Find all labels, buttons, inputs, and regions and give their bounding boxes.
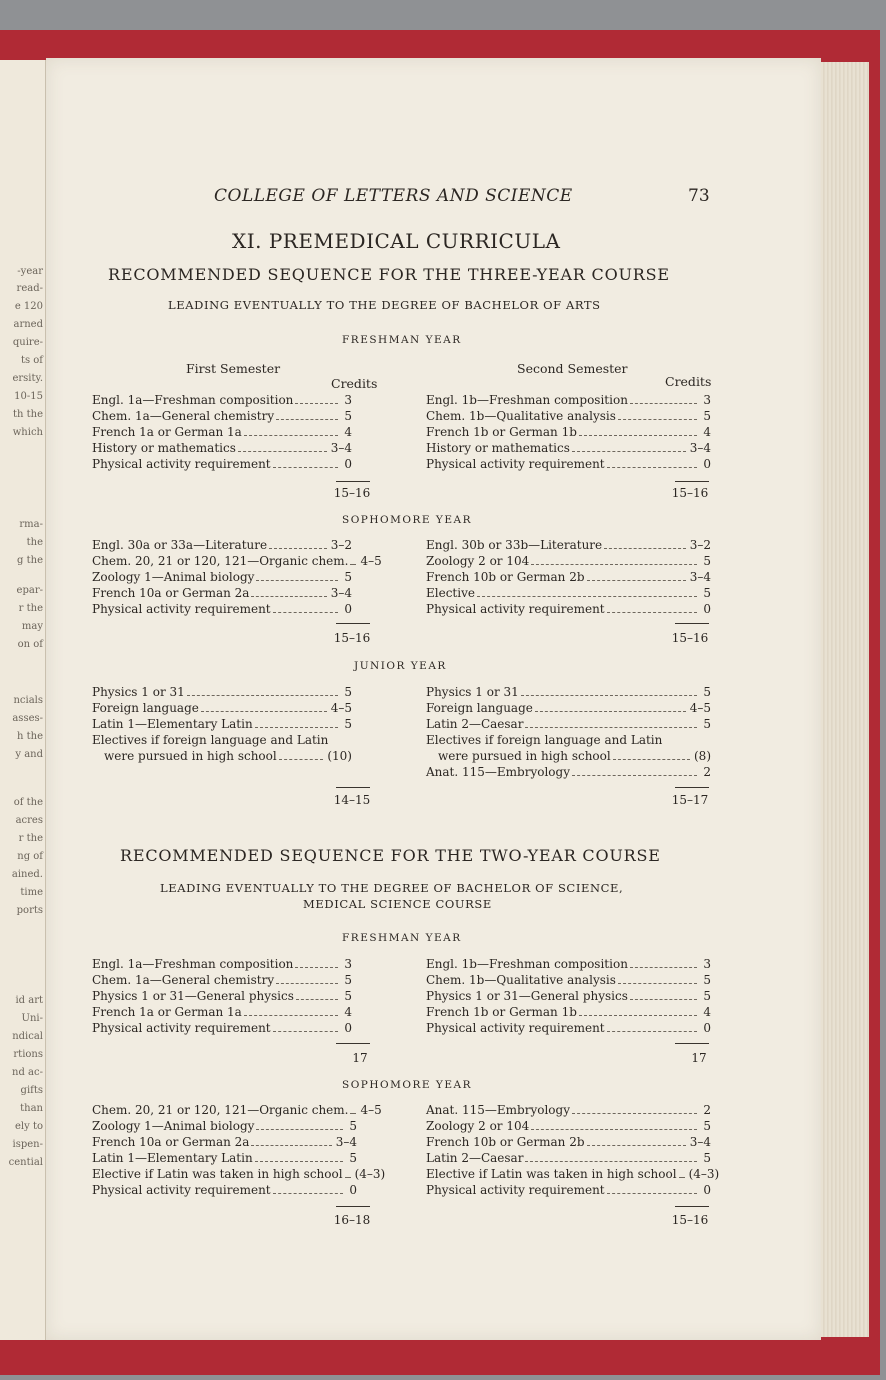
course-name: Elective if Latin was taken in high school [426,1167,677,1181]
course-credits: 5 [703,586,711,600]
course-row [426,1182,711,1198]
dot-leader [256,1129,343,1130]
course-credits: 0 [703,1021,711,1035]
margin-text-fragment: cential [8,1157,43,1168]
course-name: Anat. 115—Embryology [426,765,570,779]
course-row [426,1118,711,1134]
dot-leader [273,1193,343,1194]
dot-leader [604,548,686,549]
dot-leader [295,403,338,404]
margin-text-fragment: ng of [17,851,43,862]
total-credits: 15–16 [671,486,709,500]
course-credits: 3 [344,957,352,971]
course-credits: 0 [344,1021,352,1035]
course-name: Physical activity requirement [426,1183,605,1197]
two-year-heading: RECOMMENDED SEQUENCE FOR THE TWO-YEAR COURSE [120,846,661,865]
margin-text-fragment: on of [17,639,43,650]
course-row [426,585,711,601]
course-name: Engl. 30a or 33a—Literature [92,538,268,552]
second-semester-label: Second Semester [517,361,628,376]
course-credits: 3–2 [689,538,711,552]
margin-text-fragment: gifts [20,1085,43,1096]
dot-leader [350,1113,356,1114]
course-name: Physical activity requirement [92,602,271,616]
margin-text-fragment: rtions [13,1049,43,1060]
dot-leader [251,1145,331,1146]
dot-leader [572,451,686,452]
dot-leader [296,999,338,1000]
course-row [426,1102,711,1118]
sum-rule [675,623,709,624]
course-credits: 5 [703,685,711,699]
course-name: Latin 2—Caesar [426,1151,524,1165]
dot-leader [525,1161,697,1162]
course-list-first-semester [92,956,352,1036]
dot-leader [477,596,697,597]
course-row [92,601,352,617]
course-name: Elective if Latin was taken in high school [92,1167,343,1181]
margin-text-fragment: nd ac- [12,1067,43,1078]
course-row [426,988,711,1004]
course-list-second-semester [426,537,711,617]
total-credits: 16–18 [333,1213,371,1227]
course-row [426,764,711,780]
course-name: Chem. 20, 21 or 120, 121—Organic chem. [92,554,349,568]
course-name: French 10b or German 2b [426,570,585,584]
margin-text-fragment: r the [18,833,43,844]
course-name: were pursued in high school [104,749,277,763]
course-credits: (8) [694,749,711,763]
dot-leader [630,403,697,404]
course-row [426,537,711,553]
course-credits: 5 [703,1119,711,1133]
course-name: Engl. 1b—Freshman composition [426,393,628,407]
course-credits: 3 [344,393,352,407]
course-row [426,1150,711,1166]
two-year-subheading: LEADING EVENTUALLY TO THE DEGREE OF BACHELOR OF SCIENCE, [160,881,624,895]
margin-text-fragment: acres [15,815,43,826]
course-name: Chem. 1b—Qualitative analysis [426,973,616,987]
course-credits: 5 [703,554,711,568]
three-year-heading: RECOMMENDED SEQUENCE FOR THE THREE-YEAR COURSE [108,265,670,284]
margin-text-fragment: ports [16,905,43,916]
dot-leader [618,983,697,984]
course-row [92,972,352,988]
margin-text-fragment: the [26,537,43,548]
course-credits: 5 [344,409,352,423]
course-row [92,585,352,601]
course-row [92,456,352,472]
course-credits: 0 [703,457,711,471]
sum-rule [336,481,370,482]
course-credits: 3–4 [335,1135,357,1149]
total-credits: 17 [352,1051,368,1065]
course-credits: 5 [703,973,711,987]
course-row [426,956,711,972]
book-page [46,58,821,1340]
three-year-subheading: LEADING EVENTUALLY TO THE DEGREE OF BACHELOR OF ARTS [168,298,601,312]
margin-text-fragment: of the [13,797,43,808]
dot-leader [587,580,686,581]
dot-leader [607,1031,697,1032]
course-list-first-semester [92,537,382,617]
sophomore-year-label: SOPHOMORE YEAR [342,514,472,526]
course-row [426,1004,711,1020]
course-credits: 3 [703,957,711,971]
course-credits: 5 [349,1119,357,1133]
course-row [426,684,711,700]
course-row [92,392,352,408]
dot-leader [255,727,338,728]
course-credits: 0 [344,602,352,616]
margin-text-fragment: ndical [12,1031,43,1042]
course-name: Zoology 1—Animal biology [92,1119,255,1133]
total-credits: 15–16 [671,1213,709,1227]
freshman-year-label: FRESHMAN YEAR [342,932,462,944]
course-credits: 5 [344,717,352,731]
course-row [92,1102,382,1118]
margin-text-fragment: ersity. [12,373,43,384]
dot-leader [201,711,327,712]
course-row [426,424,711,440]
course-credits: 5 [703,989,711,1003]
course-row [92,440,352,456]
course-credits: 4 [703,425,711,439]
margin-text-fragment: y and [15,749,43,760]
margin-text-fragment: Uni- [21,1013,43,1024]
course-credits: 5 [703,717,711,731]
course-row [92,956,352,972]
margin-text-fragment: epar- [16,585,43,596]
course-row [92,1118,357,1134]
dot-leader [350,564,356,565]
left-page-edge [0,60,46,1340]
course-name: Foreign language [426,701,533,715]
course-credits: 4–5 [330,701,352,715]
course-row [426,972,711,988]
margin-text-fragment: g the [17,555,43,566]
dot-leader [244,435,338,436]
dot-leader [630,999,697,1000]
course-row [92,700,352,716]
course-credits: 4–5 [360,1103,382,1117]
course-row [92,716,352,732]
course-credits: 4 [344,1005,352,1019]
course-credits: 4 [344,425,352,439]
margin-text-fragment: e 120 [14,301,43,312]
course-row [426,1020,711,1036]
margin-text-fragment: than [20,1103,43,1114]
freshman-year-label: FRESHMAN YEAR [342,334,462,346]
course-credits: 5 [344,973,352,987]
junior-year-label: JUNIOR YEAR [354,660,447,672]
course-credits: 3–4 [689,441,711,455]
course-row [92,1020,352,1036]
course-name: French 1b or German 1b [426,425,577,439]
course-name: Engl. 30b or 33b—Literature [426,538,603,552]
dot-leader [572,775,697,776]
dot-leader [613,759,690,760]
margin-text-fragment: quire- [12,337,43,348]
course-row [92,1134,357,1150]
course-credits: (10) [327,749,352,763]
course-name: Zoology 2 or 104 [426,554,530,568]
course-list-first-semester [92,392,352,472]
course-name: Latin 1—Elementary Latin [92,717,253,731]
course-name: Physical activity requirement [92,1021,271,1035]
course-name: French 1b or German 1b [426,1005,577,1019]
course-row [426,408,711,424]
dot-leader [630,967,697,968]
course-credits: 3–4 [330,586,352,600]
course-list-second-semester [426,956,711,1036]
page-block-edge [821,62,869,1337]
course-row [426,1134,711,1150]
sum-rule [336,1206,370,1207]
page-title: XI. PREMEDICAL CURRICULA [232,229,561,253]
margin-text-fragment: asses- [12,713,43,724]
margin-text-fragment: ts of [20,355,43,366]
course-credits: 3–2 [330,538,352,552]
course-row [426,732,711,748]
course-credits: 2 [703,1103,711,1117]
course-list-second-semester [426,684,711,780]
margin-text-fragment: which [12,427,43,438]
first-semester-label: First Semester [186,361,281,376]
dot-leader [607,612,697,613]
dot-leader [607,467,697,468]
sum-rule [336,623,370,624]
course-name: French 10b or German 2b [426,1135,585,1149]
dot-leader [276,983,338,984]
course-credits: 0 [344,457,352,471]
dot-leader [273,467,338,468]
dot-leader [273,612,338,613]
total-credits: 15–16 [333,486,371,500]
dot-leader [269,548,327,549]
dot-leader [255,1161,343,1162]
course-name: Physics 1 or 31—General physics [426,989,628,1003]
dot-leader [345,1177,351,1178]
dot-leader [521,695,697,696]
margin-text-fragment: ncials [13,695,43,706]
dot-leader [618,419,697,420]
dot-leader [531,564,697,565]
margin-text-fragment: time [20,887,43,898]
course-list-second-semester [426,392,711,472]
dot-leader [679,1177,685,1178]
course-row [426,392,711,408]
dot-leader [607,1193,697,1194]
margin-text-fragment: ispen- [12,1139,43,1150]
course-credits: 4–5 [360,554,382,568]
course-list-first-semester [92,1102,386,1198]
total-credits: 17 [691,1051,707,1065]
margin-text-fragment: rma- [19,519,43,530]
dot-leader [276,419,338,420]
page-number: 73 [688,186,710,206]
course-name: Physical activity requirement [426,457,605,471]
course-credits: 5 [703,409,711,423]
course-name: Elective [426,586,475,600]
margin-text-fragment: 10-15 [14,391,43,402]
sum-rule [675,1206,709,1207]
margin-text-fragment: arned [13,319,43,330]
margin-text-fragment: read- [16,283,43,294]
margin-text-fragment: may [21,621,43,632]
course-row [92,553,382,569]
dot-leader [251,596,326,597]
two-year-subheading: MEDICAL SCIENCE COURSE [303,897,492,911]
dot-leader [579,435,697,436]
course-credits: 5 [703,1151,711,1165]
course-credits: 2 [703,765,711,779]
dot-leader [273,1031,338,1032]
credits-label: Credits [331,376,378,391]
course-name: History or mathematics [426,441,570,455]
course-name: Electives if foreign language and Latin [426,733,663,747]
course-credits: 0 [703,1183,711,1197]
course-name: Latin 1—Elementary Latin [92,1151,253,1165]
course-name: Engl. 1a—Freshman composition [92,957,294,971]
course-name: Engl. 1a—Freshman composition [92,393,294,407]
course-credits: (4–3) [354,1167,386,1181]
dot-leader [531,1129,697,1130]
margin-text-fragment: th the [12,409,43,420]
course-list-second-semester [426,1102,720,1198]
course-name: Foreign language [92,701,199,715]
course-name: Engl. 1b—Freshman composition [426,957,628,971]
course-row [92,408,352,424]
sum-rule [675,1043,709,1044]
course-name: Physics 1 or 31—General physics [92,989,294,1003]
course-row [92,988,352,1004]
course-credits: 5 [344,989,352,1003]
sum-rule [675,787,709,788]
credits-label: Credits [665,374,712,389]
margin-text-fragment: ained. [11,869,43,880]
course-name: Chem. 1a—General chemistry [92,973,275,987]
running-head: COLLEGE OF LETTERS AND SCIENCE [214,186,573,206]
course-name: Physical activity requirement [426,1021,605,1035]
margin-text-fragment: r the [18,603,43,614]
course-name: Electives if foreign language and Latin [92,733,329,747]
course-name: History or mathematics [92,441,236,455]
course-name: Physics 1 or 31 [92,685,185,699]
course-name: Physics 1 or 31 [426,685,519,699]
dot-leader [238,451,327,452]
dot-leader [295,967,338,968]
course-row [92,537,352,553]
course-name: Zoology 1—Animal biology [92,570,255,584]
course-credits: 4 [703,1005,711,1019]
margin-text-fragment: ely to [15,1121,43,1132]
sum-rule [336,1043,370,1044]
course-row [426,716,711,732]
course-row [92,1004,352,1020]
dot-leader [279,759,324,760]
course-name: Physical activity requirement [426,602,605,616]
dot-leader [525,727,697,728]
dot-leader [244,1015,338,1016]
course-credits: 5 [344,570,352,584]
course-credits: 3–4 [330,441,352,455]
course-credits: 0 [349,1183,357,1197]
course-name: Latin 2—Caesar [426,717,524,731]
course-row [92,424,352,440]
course-name: Physical activity requirement [92,457,271,471]
course-name: French 10a or German 2a [92,586,250,600]
course-row [92,1150,357,1166]
course-name: Chem. 20, 21 or 120, 121—Organic chem. [92,1103,349,1117]
course-row [92,748,352,764]
course-credits: 5 [344,685,352,699]
course-row [426,1166,720,1182]
course-row [92,732,352,748]
sum-rule [675,481,709,482]
margin-text-fragment: h the [17,731,43,742]
course-name: were pursued in high school [438,749,611,763]
total-credits: 15–16 [671,631,709,645]
course-row [92,684,352,700]
course-credits: 5 [349,1151,357,1165]
course-row [426,440,711,456]
course-row [426,569,711,585]
dot-leader [587,1145,686,1146]
course-row [426,700,711,716]
dot-leader [535,711,686,712]
course-row [426,748,711,764]
margin-text-fragment: -year [17,266,43,277]
course-name: French 1a or German 1a [92,425,242,439]
course-credits: 3 [703,393,711,407]
dot-leader [256,580,338,581]
course-name: Anat. 115—Embryology [426,1103,570,1117]
total-credits: 15–16 [333,631,371,645]
course-name: Zoology 2 or 104 [426,1119,530,1133]
course-credits: 3–4 [689,570,711,584]
course-name: Physical activity requirement [92,1183,271,1197]
sophomore-year-label: SOPHOMORE YEAR [342,1079,472,1091]
dot-leader [187,695,338,696]
course-credits: (4–3) [688,1167,720,1181]
course-row [426,456,711,472]
course-row [426,601,711,617]
course-credits: 3–4 [689,1135,711,1149]
course-name: Chem. 1b—Qualitative analysis [426,409,616,423]
course-name: French 1a or German 1a [92,1005,242,1019]
course-name: French 10a or German 2a [92,1135,250,1149]
dot-leader [579,1015,697,1016]
course-list-first-semester [92,684,352,764]
course-row [92,1166,386,1182]
total-credits: 14–15 [333,793,371,807]
course-row [92,1182,357,1198]
course-name: Chem. 1a—General chemistry [92,409,275,423]
course-row [92,569,352,585]
margin-text-fragment: id art [15,995,43,1006]
course-credits: 0 [703,602,711,616]
total-credits: 15–17 [671,793,709,807]
sum-rule [336,787,370,788]
course-credits: 4–5 [689,701,711,715]
course-row [426,553,711,569]
dot-leader [572,1113,697,1114]
